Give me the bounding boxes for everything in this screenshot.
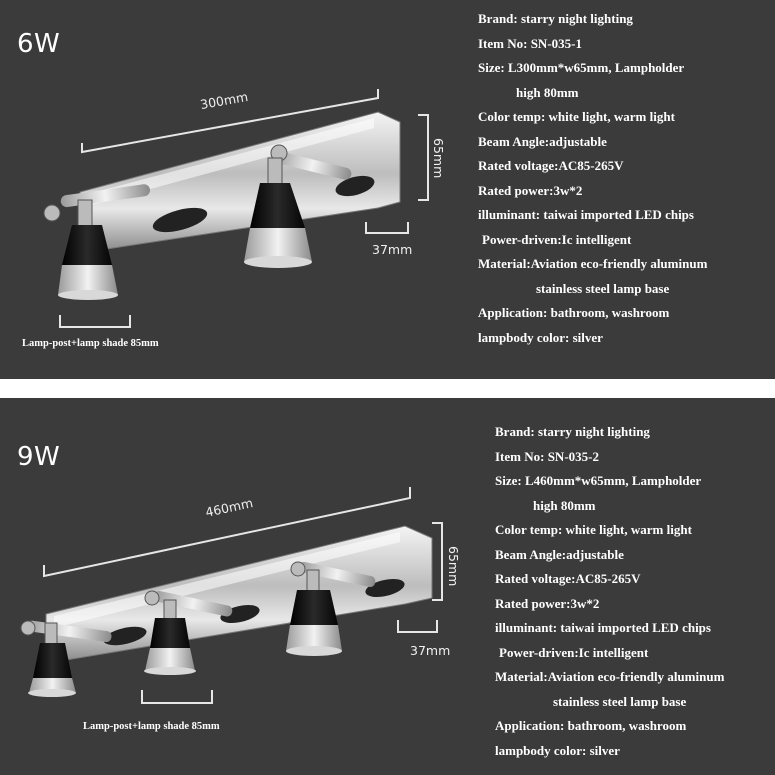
spec-size-cont: high 80mm <box>516 84 579 100</box>
spec-material: Material:Aviation eco-friendly aluminum <box>495 669 725 684</box>
spec-power: Rated power:3w*2 <box>478 182 583 198</box>
product-panel-6w <box>0 0 775 379</box>
spec-material-cont: stainless steel lamp base <box>536 280 670 296</box>
spec-brand: Brand: starry night lighting <box>478 11 633 26</box>
depth-dimension-line <box>398 620 437 632</box>
product-panel-9w <box>0 398 775 775</box>
depth-label: 37mm <box>372 242 413 257</box>
length-label: 460mm <box>203 495 255 520</box>
spec-body-color: lampbody color: silver <box>478 329 603 345</box>
length-label: 300mm <box>199 88 250 113</box>
depth-label: 37mm <box>410 643 451 658</box>
spec-application: Application: bathroom, washroom <box>478 305 670 320</box>
spec-brand: Brand: starry night lighting <box>495 424 650 439</box>
wattage-label: 9W <box>17 442 61 472</box>
spec-size: Size: L460mm*w65mm, Lampholder <box>495 473 702 488</box>
spec-body-color: lampbody color: silver <box>495 742 620 758</box>
spec-beam-angle: Beam Angle:adjustable <box>495 546 624 562</box>
spec-illuminant: illuminant: taiwai imported LED chips <box>478 207 694 222</box>
lamp-head-1 <box>21 620 112 697</box>
spec-size: Size: L300mm*w65mm, Lampholder <box>478 60 685 75</box>
spec-application: Application: bathroom, washroom <box>495 718 687 733</box>
spec-list <box>478 11 707 354</box>
spec-power: Rated power:3w*2 <box>495 595 600 611</box>
spec-material: Material:Aviation eco-friendly aluminum <box>478 256 708 271</box>
spec-voltage: Rated voltage:AC85-265V <box>478 158 624 173</box>
wattage-label: 6W <box>17 29 61 59</box>
spec-list <box>495 424 724 767</box>
lamp-dimension-bracket <box>142 690 212 703</box>
spec-illuminant: illuminant: taiwai imported LED chips <box>495 620 711 635</box>
depth-dimension-line <box>366 222 408 233</box>
spec-item-no: Item No: SN-035-2 <box>495 448 599 464</box>
spec-power-driven: Power-driven:Ic intelligent <box>482 231 632 247</box>
spec-color-temp: Color temp: white light, warm light <box>478 109 675 124</box>
spec-size-cont: high 80mm <box>533 497 596 513</box>
lamp-caption: Lamp-post+lamp shade 85mm <box>22 338 159 349</box>
height-label: 65mm <box>431 138 446 179</box>
spec-color-temp: Color temp: white light, warm light <box>495 522 692 537</box>
spec-item-no: Item No: SN-035-1 <box>478 35 582 51</box>
lamp-dimension-bracket <box>60 315 130 327</box>
spec-power-driven: Power-driven:Ic intelligent <box>499 644 649 660</box>
spec-beam-angle: Beam Angle:adjustable <box>478 133 607 149</box>
spec-material-cont: stainless steel lamp base <box>553 693 687 709</box>
height-dimension-line <box>432 523 442 600</box>
spec-voltage: Rated voltage:AC85-265V <box>495 571 641 586</box>
height-label: 65mm <box>446 546 461 587</box>
lamp-caption: Lamp-post+lamp shade 85mm <box>83 721 220 732</box>
height-dimension-line <box>418 115 428 200</box>
